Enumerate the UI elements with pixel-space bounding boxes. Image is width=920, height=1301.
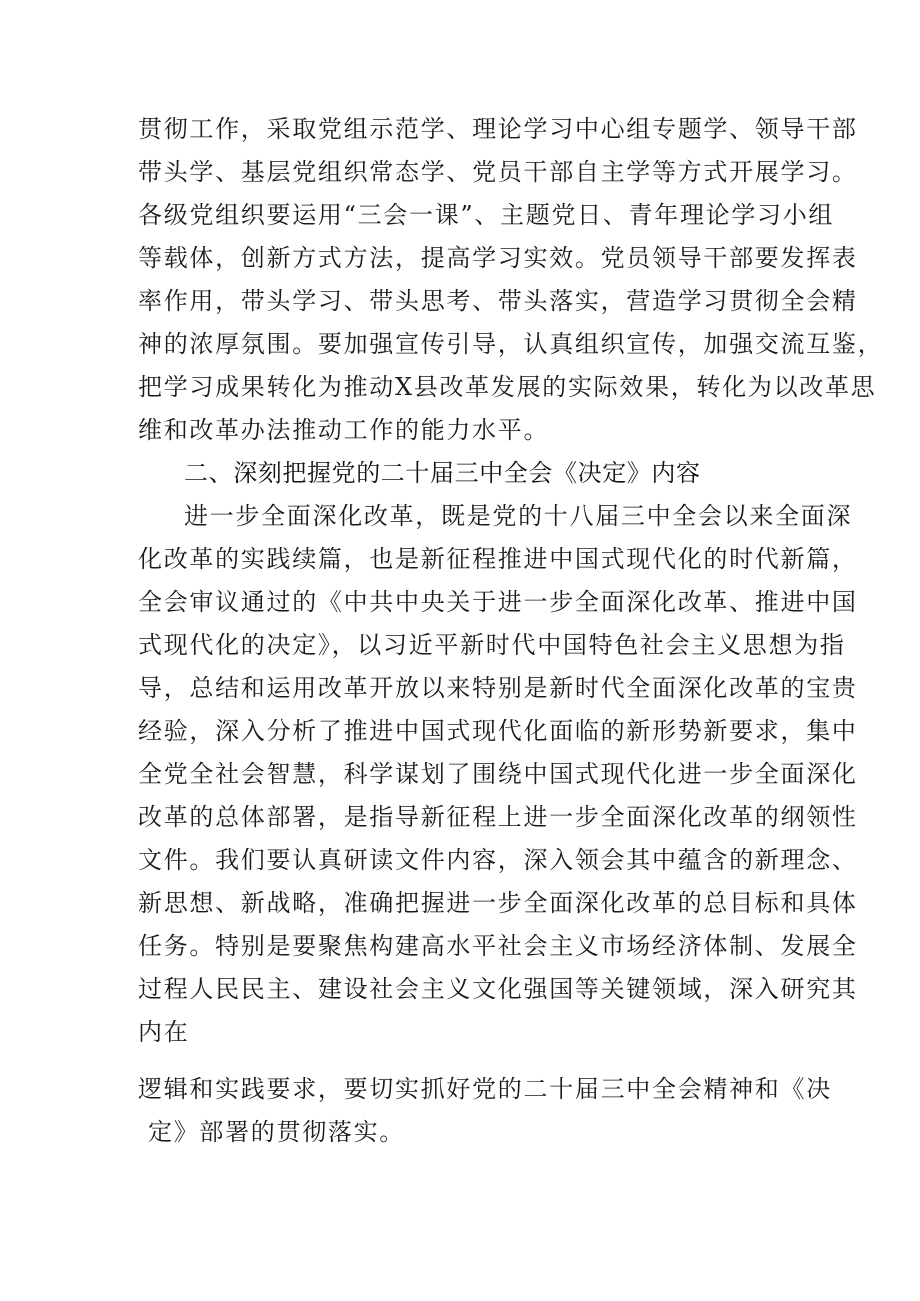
paragraph-line: 等载体，创新方式方法，提高学习实效。党员领导干部要发挥表 xyxy=(138,244,858,272)
paragraph-line: 改革的总体部署，是指导新征程上进一步全面深化改革的纲领性 xyxy=(138,803,858,831)
paragraph-line: 进一步全面深化改革，既是党的十八届三中全会以来全面深 xyxy=(184,502,853,530)
section-heading: 二、深刻把握党的二十届三中全会《决定》内容 xyxy=(184,459,701,487)
paragraph-line: 全党全社会智慧，科学谋划了围绕中国式现代化进一步全面深化 xyxy=(138,760,858,788)
paragraph-line: 文件。我们要认真研读文件内容，深入领会其中蕴含的新理念、 xyxy=(138,846,858,874)
paragraph-line: 式现代化的决定》，以习近平新时代中国特色社会主义思想为指 xyxy=(138,631,846,659)
paragraph-line: 神的浓厚氛围。要加强宣传引导，认真组织宣传，加强交流互鉴， xyxy=(138,330,884,358)
paragraph-line: 任务。特别是要聚焦构建高水平社会主义市场经济体制、发展全 xyxy=(138,932,858,960)
paragraph-line: 率作用，带头学习、带头思考、带头落实，营造学习贯彻全会精 xyxy=(138,287,858,315)
paragraph-line: 内在 xyxy=(138,1018,190,1046)
paragraph-line: 新思想、新战略，准确把握进一步全面深化改革的总目标和具体 xyxy=(138,889,858,917)
paragraph-line: 经验，深入分析了推进中国式现代化面临的新形势新要求，集中 xyxy=(138,717,858,745)
paragraph-line: 过程人民民主、建设社会主义文化强国等关键领域，深入研究其 xyxy=(138,975,858,1003)
paragraph-line: 全会审议通过的《中共中央关于进一步全面深化改革、推进中国 xyxy=(138,588,858,616)
paragraph-line: 各级党组织要运用“三会一课”、主题党日、青年理论学习小组 xyxy=(138,201,835,229)
paragraph-line: 把学习成果转化为推动X县改革发展的实际效果，转化为以改革思 xyxy=(138,373,877,401)
paragraph-line: 维和改革办法推动工作的能力水平。 xyxy=(138,416,550,444)
paragraph-line: 化改革的实践续篇，也是新征程推进中国式现代化的时代新篇， xyxy=(138,545,858,573)
paragraph-line: 定》部署的贯彻落实。 xyxy=(148,1118,405,1146)
paragraph-line: 带头学、基层党组织常态学、党员干部自主学等方式开展学习。 xyxy=(138,158,858,186)
paragraph-line: 贯彻工作，采取党组示范学、理论学习中心组专题学、领导干部 xyxy=(138,115,858,143)
paragraph-line: 逻辑和实践要求，要切实抓好党的二十届三中全会精神和《决 xyxy=(138,1075,832,1103)
paragraph-line: 导，总结和运用改革开放以来特别是新时代全面深化改革的宝贵 xyxy=(138,674,858,702)
